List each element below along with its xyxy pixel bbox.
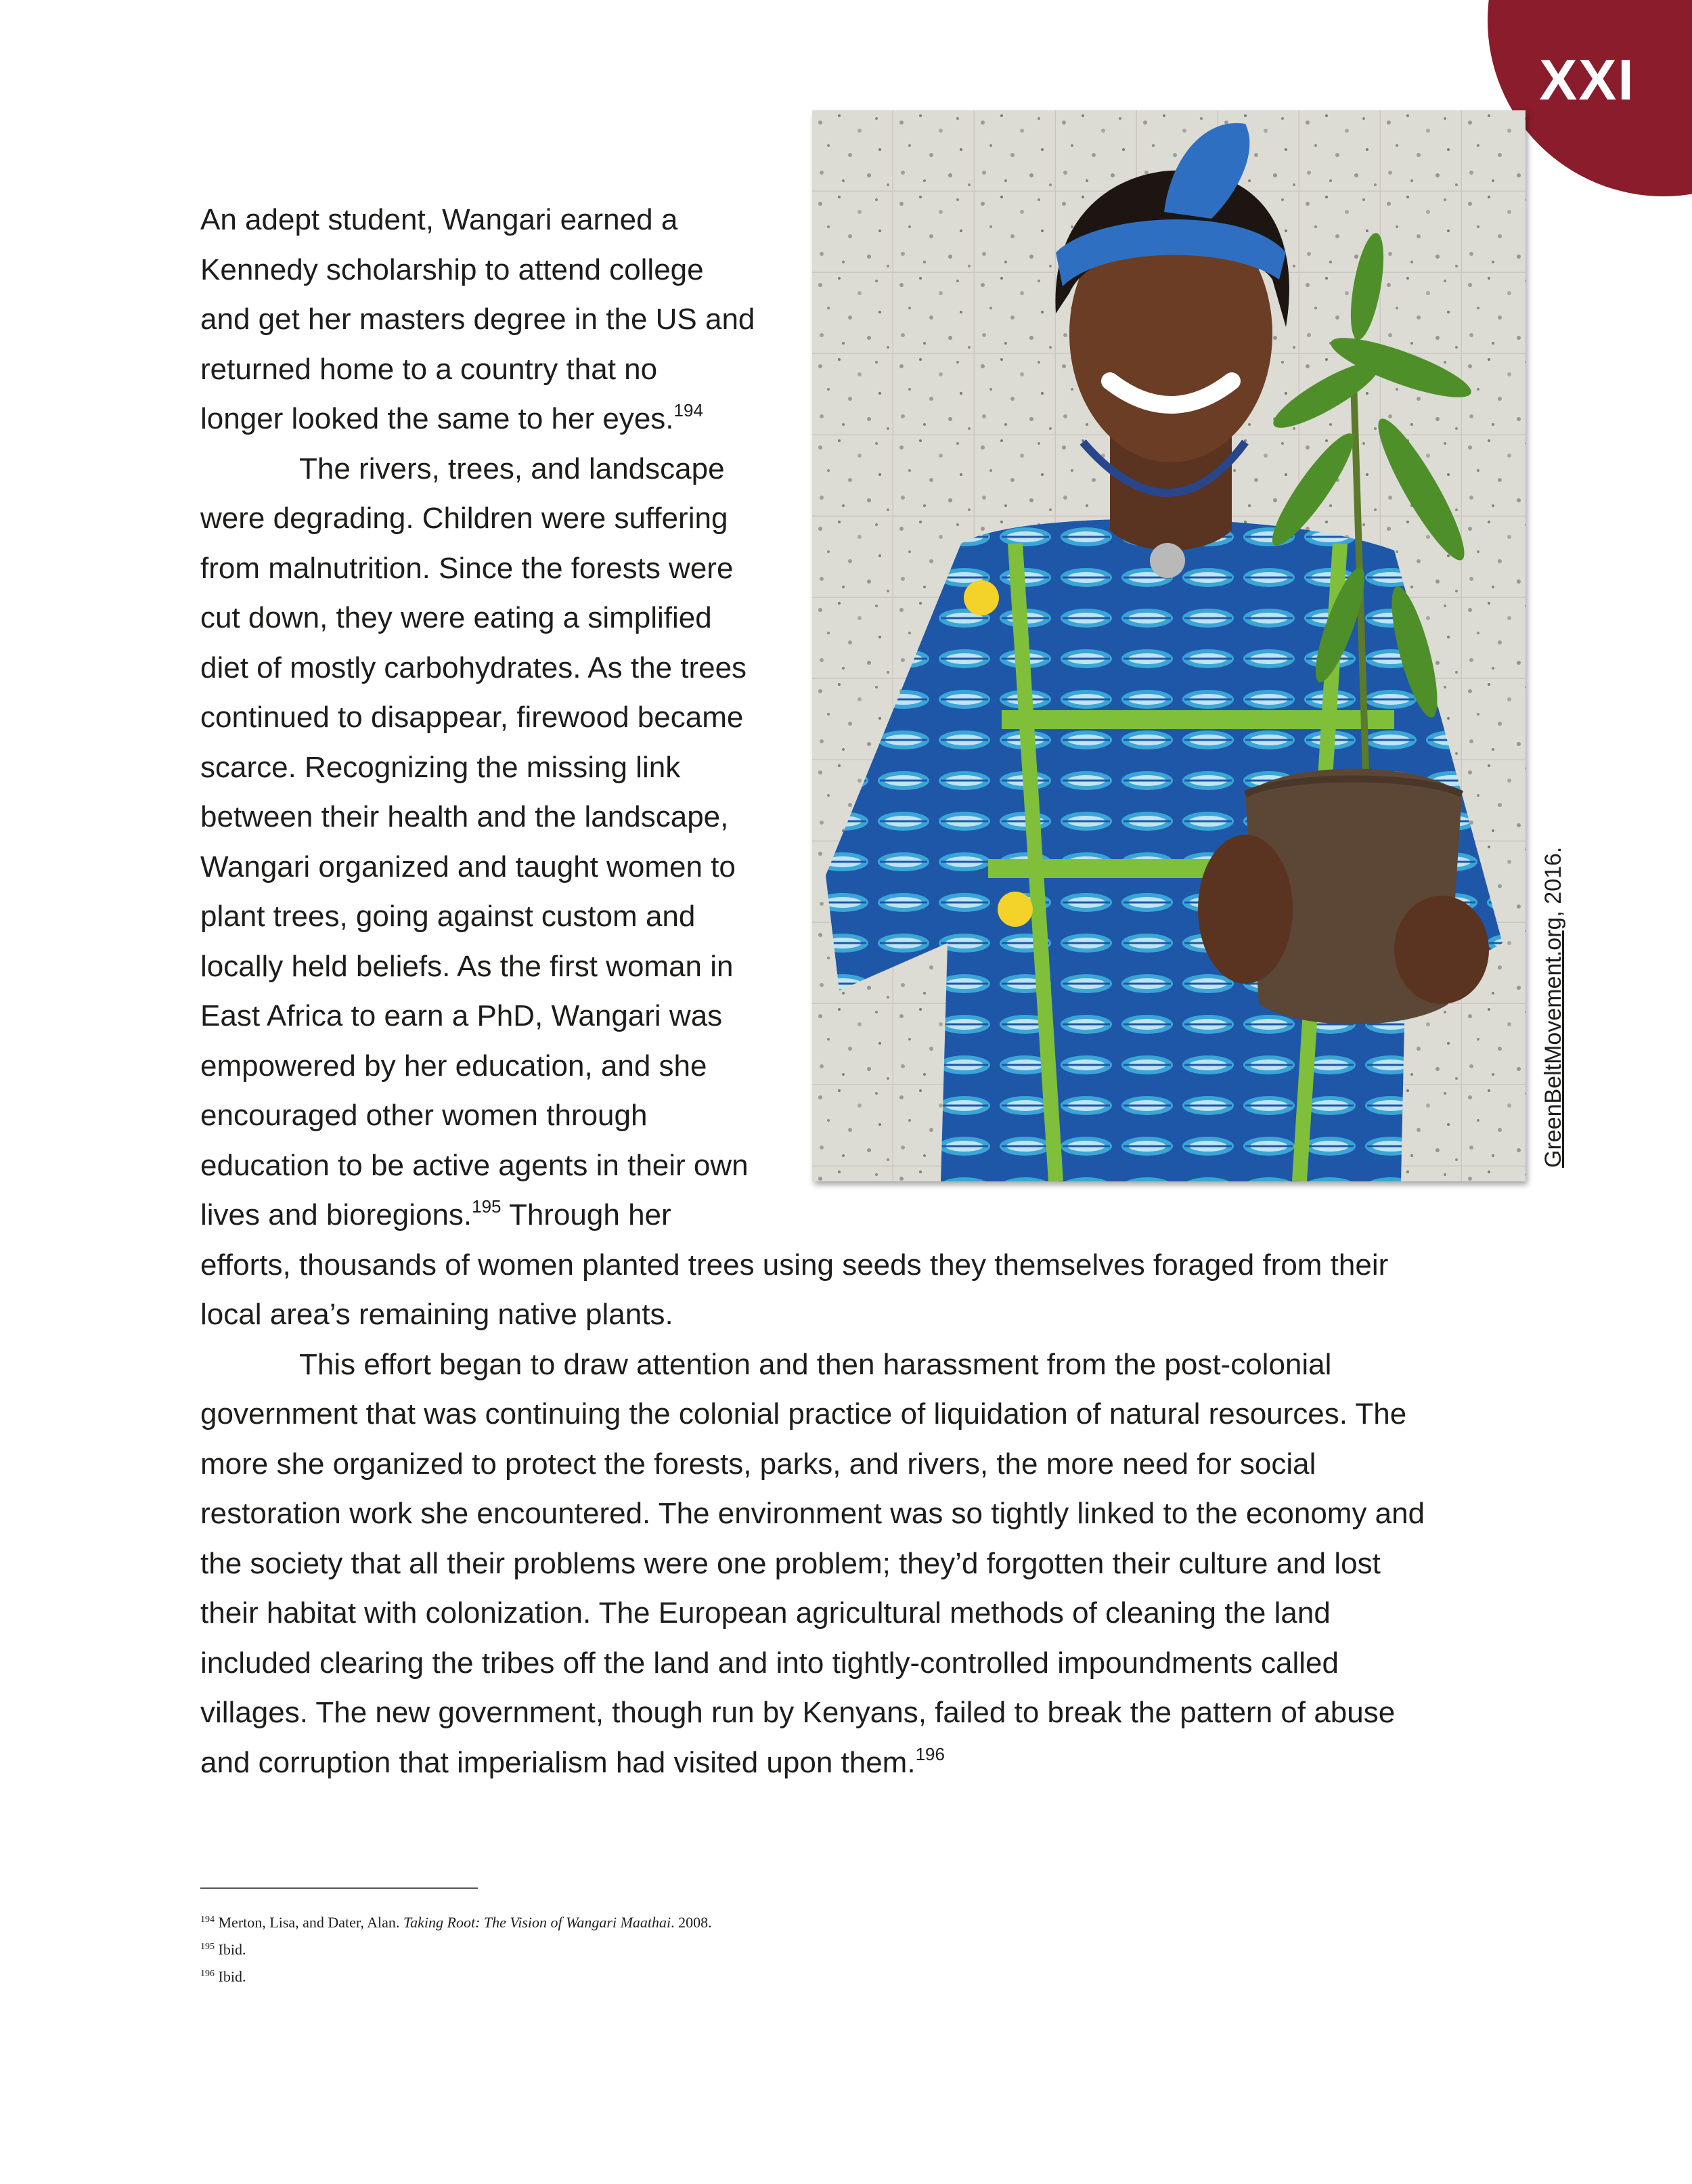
text-line: continued to disappear, firewood became xyxy=(200,701,744,734)
text-line: cut down, they were eating a simplified xyxy=(200,601,712,634)
text-line: were degrading. Children were suffering xyxy=(200,502,728,535)
text-line: Wangari organized and taught women to xyxy=(200,850,736,883)
paragraph-2 xyxy=(200,444,1500,1340)
text-line: diet of mostly carbohydrates. As the trees xyxy=(200,651,747,684)
paragraph-1 xyxy=(200,195,1500,444)
text-line: from malnutrition. Since the forests were xyxy=(200,551,734,585)
text-line: included clearing the tribes off the land and into tightly-controlled impoundments called xyxy=(200,1646,1339,1680)
text-line: returned home to a country that no xyxy=(200,352,658,386)
text-line: plant trees, going against custom and xyxy=(200,900,696,933)
text-line: East Africa to earn a PhD, Wangari was xyxy=(200,999,723,1032)
photo-credit-link[interactable]: GreenBeltMovement.org xyxy=(1540,917,1566,1168)
footnote-divider xyxy=(200,1887,478,1889)
footnote-194: $^{194}$ Merton, Lisa, and Dater, Alan. Taking Root: The Vision of Wangari Maathai. 2008. xyxy=(200,1914,712,1931)
text-line: encouraged other women through xyxy=(200,1099,648,1132)
text-line: This effort began to draw attention and then harassment from the post-colonial xyxy=(299,1347,1332,1381)
text-line: lives and bioregions.$^{195}$ Through her xyxy=(200,1196,671,1231)
text-line: locally held beliefs. As the first woman in xyxy=(200,949,734,983)
text-line: their habitat with colonization. The European agricultural methods of cleaning the land xyxy=(200,1596,1331,1630)
text-line: more she organized to protect the forests, parks, and rivers, the more need for social xyxy=(200,1447,1316,1481)
footnotes xyxy=(200,1909,1283,1990)
paragraph-3 xyxy=(200,1340,1500,1788)
text-line: empowered by her education, and she xyxy=(200,1049,707,1083)
text-line: government that was continuing the colonial practice of liquidation of natural resources. The xyxy=(200,1397,1407,1430)
text-line: restoration work she encountered. The environment was so tightly linked to the economy and xyxy=(200,1497,1425,1530)
footnote-ref-194[interactable]: 194 xyxy=(673,400,703,420)
page-number: XXI xyxy=(1539,48,1635,112)
photo-credit-year: , 2016. xyxy=(1540,846,1566,917)
text-line: and corruption that imperialism had visited upon them.$^{196}$ xyxy=(200,1743,945,1779)
footnote-ref-195[interactable]: 195 xyxy=(472,1196,502,1217)
text-line: between their health and the landscape, xyxy=(200,800,729,833)
footnote-ref-196[interactable]: 196 xyxy=(915,1743,945,1764)
text-line: villages. The new government, though run by Kenyans, failed to break the pattern of abuse xyxy=(200,1696,1396,1729)
photo-credit xyxy=(1540,847,1567,1168)
text-line: Kennedy scholarship to attend college xyxy=(200,253,704,286)
footnote-196: $^{196}$ Ibid. xyxy=(200,1968,246,1985)
text-line: The rivers, trees, and landscape xyxy=(299,452,725,485)
text-line: local area’s remaining native plants. xyxy=(200,1298,673,1331)
text-line: the society that all their problems were one problem; they’d forgotten their culture and lost xyxy=(200,1546,1381,1580)
text-line: An adept student, Wangari earned a xyxy=(200,203,678,236)
text-line: education to be active agents in their own xyxy=(200,1148,749,1182)
footnote-195: $^{195}$ Ibid. xyxy=(200,1941,246,1958)
text-line: efforts, thousands of women planted trees using seeds they themselves foraged from their xyxy=(200,1248,1389,1282)
text-line: and get her masters degree in the US and xyxy=(200,303,755,336)
text-line: scarce. Recognizing the missing link xyxy=(200,750,681,784)
text-line: longer looked the same to her eyes.$^{194}$ xyxy=(200,400,703,435)
